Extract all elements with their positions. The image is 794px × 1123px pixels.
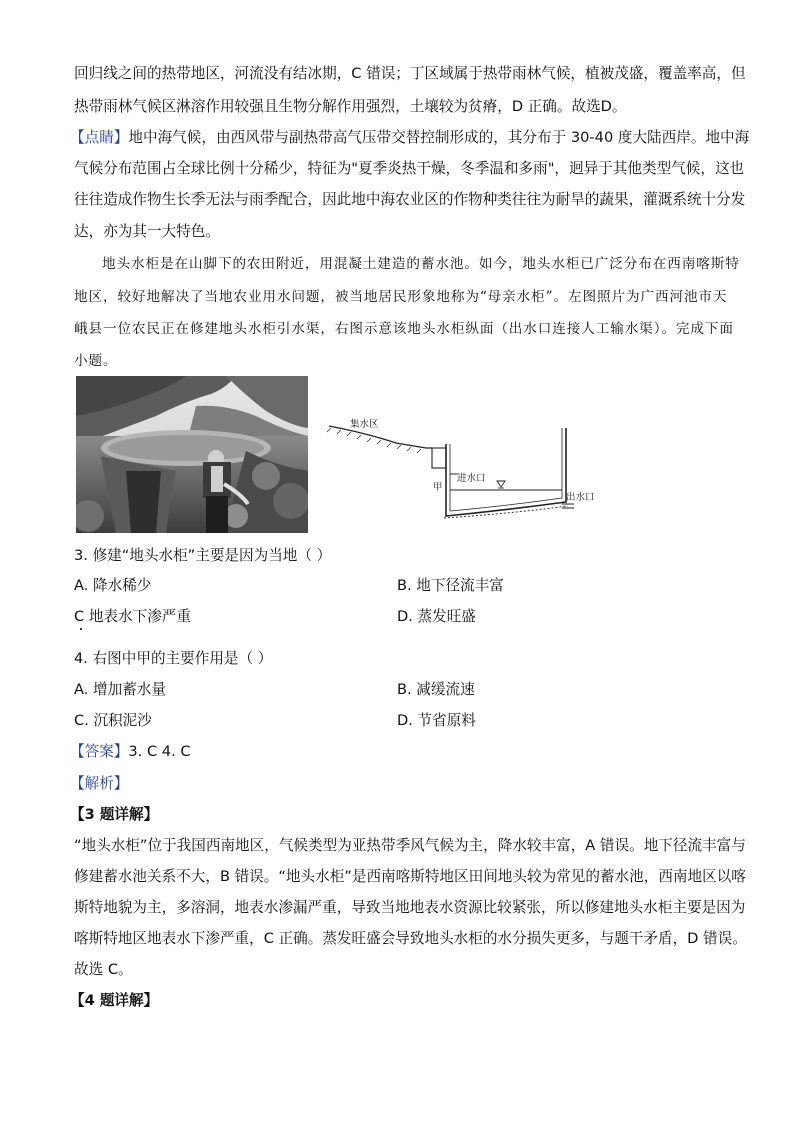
comment-tag: 【点睛】 bbox=[70, 129, 129, 146]
q3-option-c: C 地表水下渗严重 bbox=[74, 608, 191, 625]
text-line: 故选 C。 bbox=[74, 961, 133, 978]
text-line: “地头水柜”位于我国西南地区，气候类型为亚热带季风气候为主，降水较丰富，A 错误。地下径流丰富与 bbox=[74, 837, 746, 854]
passage-line: 小题。 bbox=[74, 353, 118, 369]
answer-tag: 【答案】 bbox=[70, 743, 129, 760]
answer-line bbox=[70, 742, 191, 762]
label-jia: 甲 bbox=[433, 482, 443, 493]
q4-option-a: A. 增加蓄水量 bbox=[74, 681, 166, 698]
q3-option-a: A. 降水稀少 bbox=[74, 577, 152, 594]
passage-line: 峨县一位农民正在修建地头水柜引水渠，右图示意该地头水柜纵面（出水口连接人工输水渠）。完成下面 bbox=[74, 321, 734, 337]
q4-option-d: D. 节省原料 bbox=[397, 712, 476, 729]
q3-option-b: B. 地下径流丰富 bbox=[397, 577, 504, 594]
text-line: 气候分布范围占全球比例十分稀少，特征为"夏季炎热干燥，冬季温和多雨"，迥异于其他类型气候，这也 bbox=[74, 160, 745, 177]
q4-option-b: B. 减缓流速 bbox=[397, 681, 475, 698]
comment-line bbox=[70, 128, 749, 148]
passage-line: 地区，较好地解决了当地农业用水问题，被当地居民形象地称为“母亲水柜”。左图照片为广西河池市天 bbox=[74, 289, 728, 305]
detail-4-tag: 【4 题详解】 bbox=[70, 992, 159, 1009]
q3-option-d: D. 蒸发旺盛 bbox=[397, 608, 476, 625]
stray-dot bbox=[80, 628, 82, 630]
question-3-stem: 3. 修建“地头水柜”主要是因为当地（ ） bbox=[74, 547, 332, 564]
question-4-stem: 4. 右图中甲的主要作用是（ ） bbox=[74, 650, 273, 667]
label-outlet: 出水口 bbox=[566, 492, 595, 503]
reservoir-cross-section-diagram bbox=[326, 418, 616, 533]
text-line: 修建蓄水池关系不大，B 错误。“地头水柜”是西南喀斯特地区田间地头较为常见的蓄水池，西南地区以喀 bbox=[74, 868, 746, 885]
analysis-tag: 【解析】 bbox=[70, 775, 129, 792]
detail-3-tag: 【3 题详解】 bbox=[70, 806, 159, 823]
text-line: 往往造成作物生长季无法与雨季配合，因此地中海农业区的作物种类往往为耐旱的蔬果，灌溉系统十分发 bbox=[74, 191, 746, 208]
answer-text: 3. C 4. C bbox=[128, 743, 191, 760]
reservoir-photo bbox=[76, 376, 308, 533]
label-inlet: 进水口 bbox=[457, 473, 486, 484]
text-line: 回归线之间的热带地区，河流没有结冰期，C 错误；丁区域属于热带雨林气候，植被茂盛，覆盖率高，但 bbox=[74, 65, 746, 82]
text-line: 喀斯特地区地表水下渗严重，C 正确。蒸发旺盛会导致地头水柜的水分损失更多，与题干矛盾，D 错误。 bbox=[74, 930, 747, 947]
text-line: 达，亦为其一大特色。 bbox=[74, 223, 220, 240]
label-catchment: 集水区 bbox=[350, 419, 379, 430]
text-line: 热带雨林气候区淋溶作用较强且生物分解作用强烈，土壤较为贫瘠，D 正确。故选D。 bbox=[74, 98, 627, 115]
q4-option-c: C. 沉积泥沙 bbox=[74, 712, 152, 729]
passage-line: 地头水柜是在山脚下的农田附近，用混凝土建造的蓄水池。如今，地头水柜已广泛分布在西南喀斯特 bbox=[102, 256, 740, 272]
text-line: 斯特地貌为主，多溶洞，地表水渗漏严重，导致当地地表水资源比较紧张，所以修建地头水柜主要是因为 bbox=[74, 899, 746, 916]
comment-text: 地中海气候，由西风带与副热带高气压带交替控制形成的，其分布于 30-40 度大陆西岸。地中海 bbox=[128, 129, 750, 146]
